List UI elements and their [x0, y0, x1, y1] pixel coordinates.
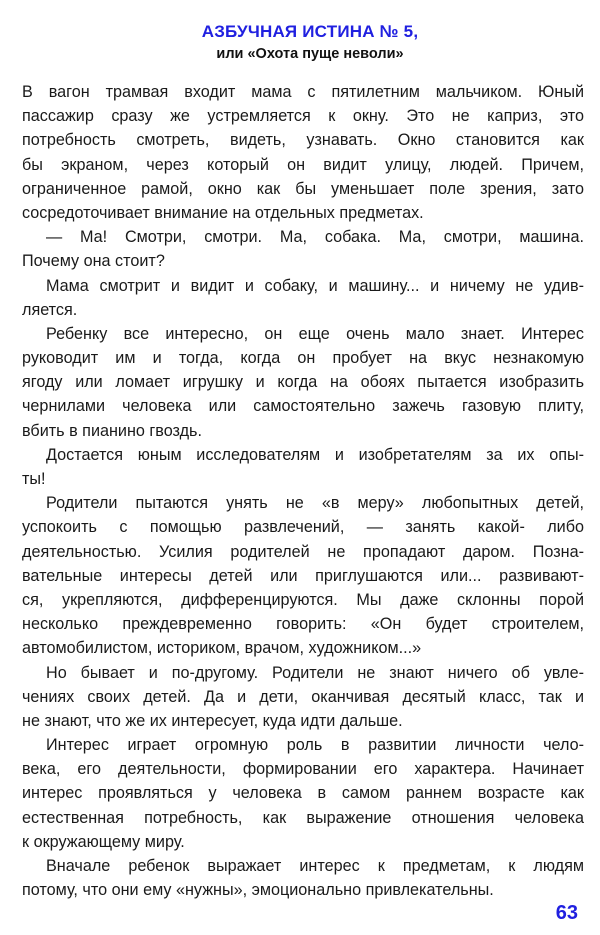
text-line: пассажир сразу же устремляется к окну. Это не каприз, это: [22, 107, 584, 126]
text-line: Ребенку все интересно, он еще очень мало знает. Интерес: [46, 324, 584, 343]
text-line: Родители пытаются унять не «в меру» любопытных детей,: [46, 494, 584, 513]
text-line: Мама смотрит и видит и собаку, и машину... и ничему не удив-: [46, 276, 584, 295]
paragraph: [22, 322, 584, 443]
text-line: успокоить с помощью развлечений, — занять какой- либо: [22, 518, 584, 537]
text-line: ляется.: [22, 300, 78, 319]
text-line: автомобилистом, историком, врачом, художником...»: [22, 639, 422, 658]
text-line: Достается юным исследователям и изобретателям за их опы-: [46, 445, 584, 464]
text-line: — Ма! Смотри, смотри. Ма, собака. Ма, смотри, машина.: [46, 228, 584, 247]
paragraph: [22, 443, 584, 491]
text-line: интерес проявляться у человека в самом раннем возрасте как: [22, 784, 584, 803]
text-line: чениях своих детей. Да и дети, оканчивая десятый класс, так и: [22, 687, 584, 706]
paragraph: [22, 225, 584, 273]
paragraph: [22, 491, 584, 660]
paragraph: [22, 854, 584, 902]
text-line: ягоду или ломает игрушку и когда на обоях пытается изобразить: [22, 373, 584, 392]
text-line: к окружающему миру.: [22, 832, 185, 851]
text-line: вательные интересы детей или приглушаются или... развивают-: [22, 566, 584, 585]
chapter-subtitle: или «Охота пуще неволи»: [216, 46, 404, 62]
text-line: потому, что они ему «нужны», эмоционально привлекательны.: [22, 881, 494, 900]
text-line: бы экраном, через который он видит улицу, людей. Причем,: [22, 155, 584, 174]
text-line: Почему она стоит?: [22, 252, 165, 271]
text-line: Вначале ребенок выражает интерес к предметам, к людям: [46, 857, 584, 875]
text-line: вбить в пианино гвоздь.: [22, 421, 202, 440]
text-line: ты!: [22, 470, 46, 488]
paragraph: [22, 274, 584, 322]
text-line: Интерес играет огромную роль в развитии личности чело-: [46, 736, 584, 755]
text-line: несколько преждевременно говорить: «Он будет строителем,: [22, 615, 584, 634]
paragraph: [22, 733, 584, 854]
text-line: потребность смотреть, видеть, узнавать. Окно становится как: [22, 131, 584, 150]
chapter-title: АЗБУЧНАЯ ИСТИНА № 5,: [201, 22, 419, 41]
paragraph: [22, 80, 584, 225]
text-line: ся, укрепляются, дифференцируются. Мы даже склонны порой: [22, 590, 584, 609]
page-number: 63: [555, 902, 578, 924]
text-line: естественная потребность, как выражение отношения человека: [22, 808, 584, 827]
body-text: [22, 80, 584, 902]
text-line: века, его деятельности, формировании его характера. Начинает: [22, 760, 584, 779]
text-line: не знают, что же их интересует, куда идти дальше.: [22, 711, 403, 730]
text-line: деятельностью. Усилия родителей не пропадают даром. Позна-: [22, 542, 584, 561]
text-line: сосредоточивает внимание на отдельных предметах.: [22, 203, 424, 222]
text-line: руководит им и тогда, когда он пробует на вкус незнакомую: [22, 349, 584, 368]
text-line: Но бывает и по-другому. Родители не знают ничего об увле-: [46, 663, 584, 682]
paragraph: [22, 661, 584, 734]
text-line: чернилами человека или самостоятельно зажечь газовую плиту,: [22, 397, 584, 416]
text-line: В вагон трамвая входит мама с пятилетним мальчиком. Юный: [22, 83, 584, 101]
text-line: ограниченное рамой, окно как бы уменьшает поле зрения, зато: [22, 179, 584, 198]
